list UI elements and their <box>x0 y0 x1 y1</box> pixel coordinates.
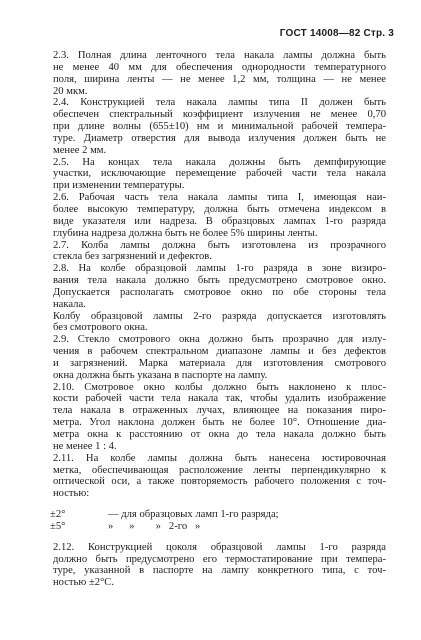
text-line: Колбу образцовой лампы 2-го разряда допускается изготовлять <box>53 310 386 322</box>
text-line: чения в рабочем спектральном диапазоне лампы и без дефектов <box>53 346 386 358</box>
text-line: ностью: <box>53 488 90 500</box>
text-line: тела накала в отраженных лучах, влияющее на показания пиро- <box>53 405 386 417</box>
text-line: накала. <box>53 298 86 310</box>
text-line: 2.9. Стекло смотрового окна должно быть прозрачно для излу- <box>53 334 386 346</box>
paragraph <box>36 542 386 589</box>
text-line: не менее 40 мм для обеспечения однородности температурного <box>53 61 386 73</box>
text-line: стекла без загрязнений и дефектов. <box>53 251 212 263</box>
text-line: 2.6. Рабочая часть тела накала лампы типа I, имеющая наи- <box>53 192 386 204</box>
tolerance-value: ±2° <box>50 509 66 521</box>
tolerance-list <box>50 509 386 533</box>
text-line: 20 мкм. <box>53 85 88 97</box>
text-line: туре. Диаметр отверстия для вывода излучения должен быть не <box>53 132 386 144</box>
paragraph <box>36 240 386 264</box>
tolerance-text: — для образцовых ламп 1-го разряда; <box>108 509 279 521</box>
text-line: 2.3. Полная длина ленточного тела накала лампы должна быть <box>53 50 386 61</box>
text-line: при длине волны (655±10) нм и минимальной рабочей темпера- <box>53 121 386 133</box>
text-line: метра окна к расстоянию от окна до тела накала должно быть <box>53 429 386 440</box>
text-line: поля, ширина ленты — не менее 1,2 мм, толщина — не менее <box>53 73 386 85</box>
tolerance-row <box>50 509 386 521</box>
text-line: участки, исключающие перемещение рабочей части тела накала <box>53 168 386 180</box>
text-line: без смотрового окна. <box>53 322 148 334</box>
text-line: 2.12. Конструкцией цоколя образцовой лампы 1-го разряда <box>53 541 386 553</box>
text-line: туре, указанной в паспорте на лампу конкретного типа, с точ- <box>53 565 386 577</box>
text-line: 2.4. Конструкцией тела накала лампы типа II должен быть <box>53 97 386 109</box>
paragraph <box>36 311 386 335</box>
tolerance-row <box>50 521 386 533</box>
paragraph <box>36 453 386 500</box>
text-line: 2.7. Колба лампы должна быть изготовлена из прозрачного <box>53 239 386 251</box>
paragraph <box>36 157 386 193</box>
text-line: не менее 1 : 4. <box>53 440 117 452</box>
text-line: кости рабочей части тела накала так, чтобы удалить изображение <box>53 393 386 405</box>
page-header: ГОСТ 14008—82 Стр. 3 <box>279 28 394 39</box>
text-line: 2.10. Смотровое окно колбы должно быть наклонено к плос- <box>53 381 386 393</box>
paragraph <box>36 192 386 239</box>
text-line: 2.8. На колбе образцовой лампы 1-го разряда в зоне визиро- <box>53 263 386 275</box>
text-line: Допускается располагать смотровое окно по обе стороны тела <box>53 286 386 298</box>
paragraph <box>36 97 386 156</box>
paragraph <box>36 50 386 97</box>
text-line: обеспечен спектральный коэффициент излучения не менее 0,70 <box>53 109 386 121</box>
paragraph-list <box>36 50 386 500</box>
text-line: должно быть предусмотрено его термостатирование при темпера- <box>53 553 386 565</box>
text-line: при изменении температуры. <box>53 180 185 192</box>
text-line: 2.5. На концах тела накала должны быть демпфирующие <box>53 156 386 168</box>
text-line: оптической оси, а также повторяемость рабочего положения с точ- <box>53 476 386 488</box>
paragraph <box>36 334 386 381</box>
text-line: метра. Угол наклона должен быть не более 10°. Отношение диа- <box>53 417 386 429</box>
text-line: вания тела накала должно быть предусмотрено смотровое окно. <box>53 275 386 287</box>
text-line: глубина надреза должна быть не более 5% ширины ленты. <box>53 227 318 239</box>
text-line: 2.11. На колбе лампы должна быть нанесена юстировочная <box>53 452 386 464</box>
text-line: метка, обеспечивающая расположение ленты перпендикулярно к <box>53 464 386 476</box>
text-line: ностью ±2°С. <box>53 577 115 589</box>
tolerance-text: » » » 2-го » <box>108 520 201 532</box>
paragraph <box>36 382 386 453</box>
tolerance-value: ±5° <box>50 520 66 532</box>
document-body <box>36 50 386 589</box>
text-line: окна должна быть указана в паспорте на лампу. <box>53 369 268 381</box>
text-line: менее 2 мм. <box>53 144 107 156</box>
text-line: более высокую температуру, должна быть отмечена индексом в <box>53 203 386 215</box>
text-line: и загрязнений. Марка материала для изготовления смотрового <box>53 357 386 369</box>
paragraph <box>36 263 386 310</box>
text-line: виде указателя или надреза. В образцовых лампах 1-го разряда <box>53 215 386 227</box>
